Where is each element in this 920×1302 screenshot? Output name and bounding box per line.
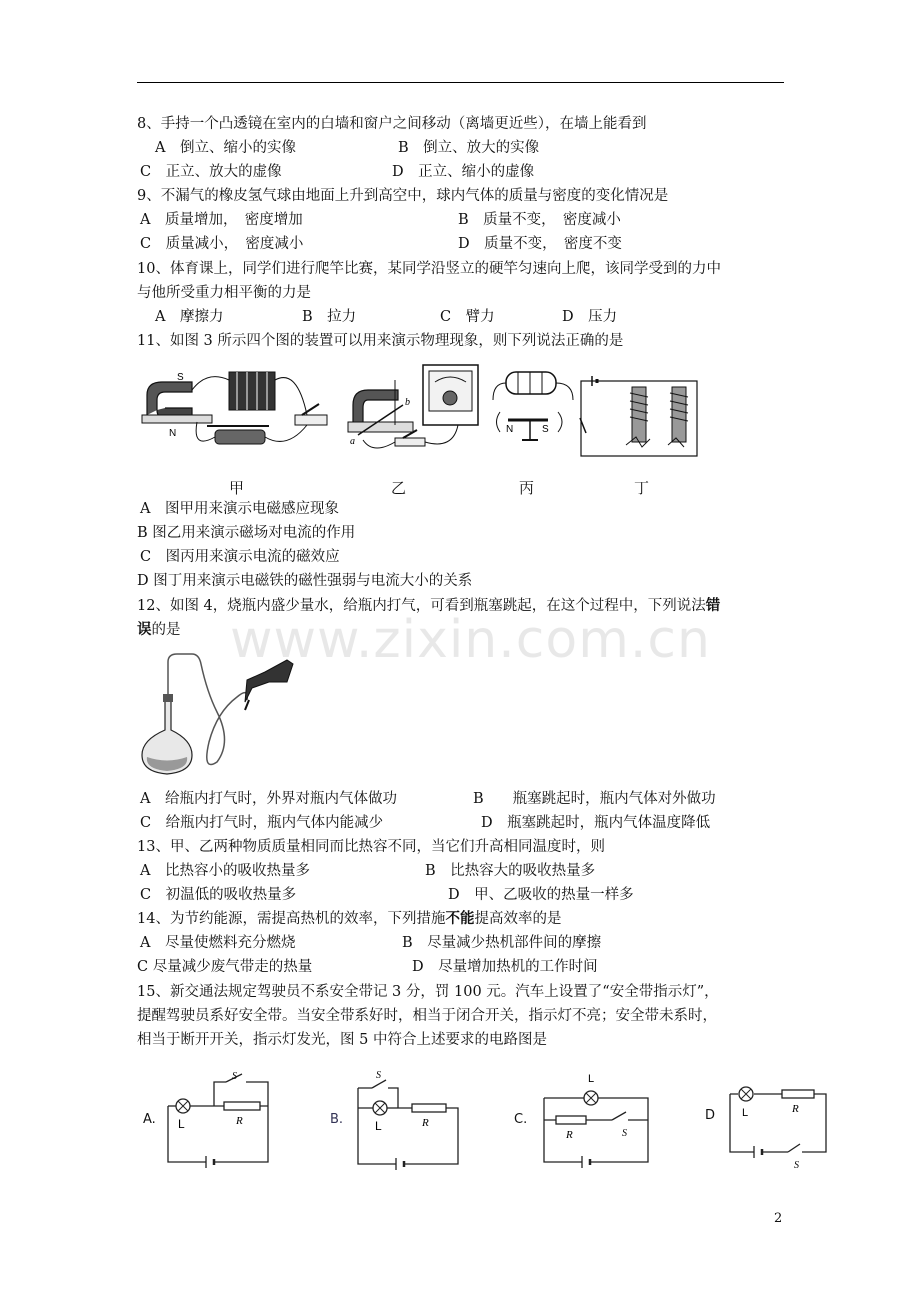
q14-option-a: A 尽量使燃料充分燃烧 — [140, 935, 296, 951]
figure-yi-label-a: a — [350, 436, 355, 447]
q13-option-d: D 甲、乙吸收的热量一样多 — [448, 887, 634, 903]
watermark: www.zixin.com.cn — [230, 610, 711, 670]
circuit-b — [358, 1070, 463, 1168]
caption-bing: 丙 — [519, 479, 535, 497]
q11-option-a: A 图甲用来演示电磁感应现象 — [140, 501, 339, 517]
q9-stem: 9、不漏气的橡皮氢气球由地面上升到高空中，球内气体的质量与密度的变化情况是 — [137, 188, 669, 204]
figure-yi — [343, 360, 483, 465]
q11-option-b: B 图乙用来演示磁场对电流的作用 — [137, 525, 356, 541]
circuit-d-S: S — [794, 1160, 799, 1171]
caption-jia: 甲 — [229, 479, 245, 497]
q8-option-c: C 正立、放大的虚像 — [140, 164, 282, 180]
q13-option-a: A 比热容小的吸收热量多 — [140, 863, 310, 879]
caption-ding: 丁 — [634, 479, 650, 497]
q14-stem: 14、为节约能源，需提高热机的效率，下列措施不能提高效率的是 — [137, 910, 562, 927]
circuit-d-L: L — [742, 1107, 749, 1119]
circuit-a-L: L — [178, 1117, 185, 1131]
figure-flask — [137, 652, 297, 777]
circuit-b-S: S — [376, 1070, 381, 1081]
q14-option-b: B 尽量减少热机部件间的摩擦 — [402, 935, 602, 951]
q13-option-c: C 初温低的吸收热量多 — [140, 887, 297, 903]
q10-option-d: D 压力 — [562, 309, 618, 325]
q9-option-c: C 质量减小， 密度减小 — [140, 236, 304, 252]
circuit-c-S: S — [622, 1128, 627, 1139]
q9-option-a: A 质量增加， 密度增加 — [140, 212, 303, 228]
q8-option-a: A 倒立、缩小的实像 — [155, 140, 296, 156]
q10-option-c: C 臂力 — [440, 309, 495, 325]
figure-bing — [488, 360, 578, 465]
circuit-a-R: R — [236, 1115, 243, 1127]
figure-bing-label-s: S — [542, 424, 549, 435]
figure-bing-label-n: N — [506, 424, 514, 435]
q13-stem: 13、甲、乙两种物质质量相同而比热容不同，当它们升高相同温度时，则 — [137, 839, 605, 855]
figure-jia-label-n: N — [169, 428, 177, 439]
circuit-d-R: R — [792, 1103, 799, 1115]
q9-option-d: D 质量不变， 密度不变 — [458, 236, 622, 252]
q10-option-b: B 拉力 — [302, 309, 357, 325]
q10-stem-line2: 与他所受重力相平衡的力是 — [137, 285, 311, 301]
circuit-a — [168, 1071, 273, 1168]
circuit-d-label: D — [705, 1108, 716, 1123]
q8-option-b: B 倒立、放大的实像 — [398, 140, 540, 156]
q8-option-d: D 正立、缩小的虚像 — [392, 164, 535, 180]
q12-stem-line2: 误的是 — [137, 621, 181, 638]
q12-stem-line1: 12、如图 4，烧瓶内盛少量水，给瓶内打气，可看到瓶塞跳起，在这个过程中，下列说法错 — [137, 597, 721, 614]
q15-stem-line2: 提醒驾驶员系好安全带。当安全带系好时，相当于闭合开关，指示灯不亮；安全带未系时， — [137, 1008, 717, 1024]
q11-option-d: D 图丁用来演示电磁铁的磁性强弱与电流大小的关系 — [137, 573, 473, 589]
q11-option-c: C 图丙用来演示电流的磁效应 — [140, 549, 340, 565]
q12-option-a: A 给瓶内打气时，外界对瓶内气体做功 — [140, 791, 397, 807]
page-number: 2 — [774, 1211, 783, 1226]
circuit-a-label: A. — [143, 1112, 156, 1127]
figure-jia-label-s: S — [177, 372, 184, 383]
circuit-c-R: R — [566, 1129, 573, 1141]
caption-yi: 乙 — [391, 479, 407, 497]
q15-stem-line1: 15、新交通法规定驾驶员不系安全带记 3 分，罚 100 元。汽车上设置了“安全带指示灯”， — [137, 984, 719, 1000]
circuit-d — [728, 1080, 830, 1172]
circuit-b-R: R — [422, 1117, 429, 1129]
q12-option-b: B 瓶塞跳起时，瓶内气体对外做功 — [473, 791, 716, 807]
q10-stem-line1: 10、体育课上，同学们进行爬竿比赛，某同学沿竖立的硬竿匀速向上爬，该同学受到的力中 — [137, 261, 721, 277]
circuit-b-L: L — [375, 1119, 382, 1133]
circuit-c-label: C. — [514, 1112, 528, 1127]
q12-option-d: D 瓶塞跳起时，瓶内气体温度降低 — [481, 815, 711, 831]
circuit-c — [542, 1072, 652, 1168]
circuit-c-L: L — [588, 1073, 595, 1085]
q12-option-c: C 给瓶内打气时，瓶内气体内能减少 — [140, 815, 384, 831]
q14-option-c: C 尽量减少废气带走的热量 — [137, 959, 313, 975]
q14-option-d: D 尽量增加热机的工作时间 — [412, 959, 598, 975]
header-rule — [137, 82, 784, 83]
q10-option-a: A 摩擦力 — [155, 309, 224, 325]
circuit-b-label: B. — [330, 1112, 344, 1127]
q15-stem-line3: 相当于断开开关，指示灯发光，图 5 中符合上述要求的电路图是 — [137, 1032, 547, 1048]
q11-stem: 11、如图 3 所示四个图的装置可以用来演示物理现象，则下列说法正确的是 — [137, 333, 624, 349]
figure-jia — [137, 360, 337, 465]
q13-option-b: B 比热容大的吸收热量多 — [425, 863, 596, 879]
q9-option-b: B 质量不变， 密度减小 — [458, 212, 621, 228]
circuit-a-S: S — [232, 1071, 237, 1082]
figure-yi-label-b: b — [405, 397, 410, 408]
q8-stem: 8、手持一个凸透镜在室内的白墙和窗户之间移动（离墙更近些），在墙上能看到 — [137, 116, 647, 132]
figure-ding — [580, 373, 700, 458]
